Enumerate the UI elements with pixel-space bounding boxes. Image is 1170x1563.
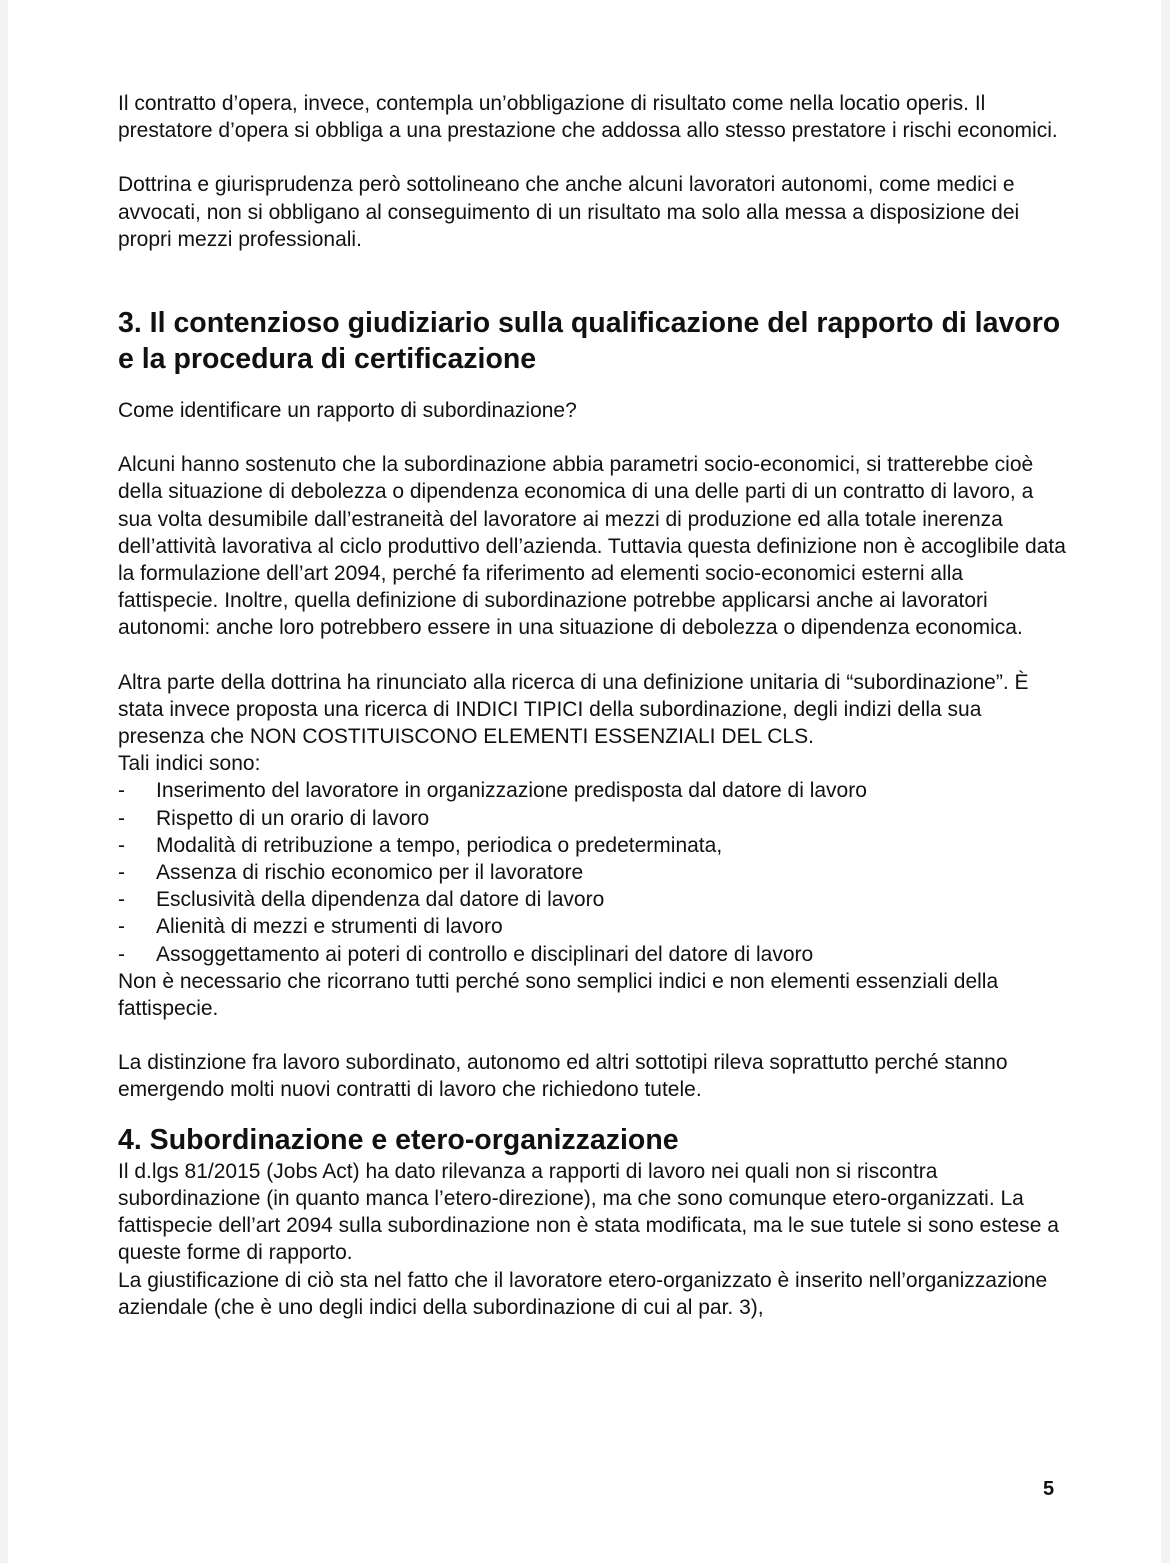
list-item [118, 805, 1068, 832]
section-3-paragraph-1: Alcuni hanno sostenuto che la subordinazione abbia parametri socio-economici, si tratterebbe cioè della situazione di debolezza o dipendenza economica di una delle parti di un contratto di lavoro, a sua volta desumibile dall’estraneità del lavoratore ai mezzi di produzione ed alla totale inerenza dell’attività lavorativa al ciclo produttivo dell’azienda. Tuttavia questa definizione non è accoglibile data la formulazione dell’art 2094, perché fa riferimento ad elementi socio-economici esterni alla fattispecie. Inoltre, quella definizione di subordinazione potrebbe applicarsi anche ai lavoratori autonomi: anche loro potrebbero essere in una situazione di debolezza o dipendenza economica. [118, 453, 1066, 640]
dash-bullet-icon: - [118, 915, 125, 939]
page-content [118, 90, 1068, 1321]
dash-bullet-icon: - [118, 806, 125, 830]
section-3-heading: 3. Il contenzioso giudiziario sulla qualificazione del rapporto di lavoro e la procedura di certificazione [118, 307, 1061, 376]
intro-paragraph-2: Dottrina e giurisprudenza però sottolineano che anche alcuni lavoratori autonomi, come medici e avvocati, non si obbligano al conseguimento di un risultato ma solo alla messa a disposizione dei propri mezzi professionali. [118, 173, 1020, 251]
section-4-paragraph-1: Il d.lgs 81/2015 (Jobs Act) ha dato rilevanza a rapporti di lavoro nei quali non si riscontra subordinazione (in quanto manca l’etero-direzione), ma che sono comunque etero-organizzati. La fattispecie dell’art 2094 sulla subordinazione non è stata modificata, ma le sue tutele si sono estese a queste forme di rapporto. [118, 1159, 1059, 1265]
list-item [118, 777, 1068, 804]
dash-bullet-icon: - [118, 833, 125, 857]
section-4-paragraph-2: La giustificazione di ciò sta nel fatto che il lavoratore etero-organizzato è inserito nell’organizzazione aziendale (che è uno degli indici della subordinazione di cui al par. 3), [118, 1268, 1048, 1319]
page-number: 5 [1043, 1478, 1055, 1500]
document-page [8, 0, 1161, 1563]
section-3-heading-block [118, 305, 1068, 377]
section-3-paragraph-2: Altra parte della dottrina ha rinunciato alla ricerca di una definizione unitaria di “subordinazione”. È stata invece proposta una ricerca di INDICI TIPICI della subordinazione, degli indizi della sua presenza che NON COSTITUISCONO ELEMENTI ESSENZIALI DEL CLS. [118, 670, 1029, 749]
list-item [118, 913, 1068, 940]
list-item-text: Esclusività della dipendenza dal datore di lavoro [156, 888, 605, 912]
list-item-text: Alienità di mezzi e strumenti di lavoro [156, 915, 503, 939]
section-4-heading: 4. Subordinazione e etero-organizzazione [118, 1123, 679, 1156]
indices-list [118, 777, 1068, 967]
dash-bullet-icon: - [118, 779, 125, 803]
after-list-paragraph: Non è necessario che ricorrano tutti perché sono semplici indici e non elementi essenziali della fattispecie. [118, 969, 999, 1021]
dash-bullet-icon: - [118, 861, 125, 885]
section-3-paragraph-3: La distinzione fra lavoro subordinato, autonomo ed altri sottotipi rileva soprattutto perché stanno emergendo molti nuovi contratti di lavoro che richiedono tutele. [118, 1051, 1008, 1102]
intro-paragraph-1: Il contratto d’opera, invece, contempla un’obbligazione di risultato come nella locatio operis. Il prestatore d’opera si obbliga a una prestazione che addossa allo stesso prestatore i rischi economici. [118, 92, 1058, 143]
list-item-text: Assoggettamento ai poteri di controllo e disciplinari del datore di lavoro [156, 942, 814, 966]
dash-bullet-icon: - [118, 942, 125, 966]
list-item [118, 941, 1068, 968]
list-item-text: Assenza di rischio economico per il lavoratore [156, 861, 584, 885]
indices-intro: Tali indici sono: [118, 752, 261, 776]
list-item-text: Inserimento del lavoratore in organizzazione predisposta dal datore di lavoro [156, 779, 867, 803]
dash-bullet-icon: - [118, 888, 125, 912]
section-3-question: Come identificare un rapporto di subordinazione? [118, 399, 577, 423]
list-item [118, 832, 1068, 859]
list-item-text: Modalità di retribuzione a tempo, periodica o predeterminata, [156, 833, 723, 857]
section-4-heading-block [118, 1122, 1068, 1158]
list-item [118, 886, 1068, 913]
list-item-text: Rispetto di un orario di lavoro [156, 806, 430, 830]
list-item [118, 859, 1068, 886]
